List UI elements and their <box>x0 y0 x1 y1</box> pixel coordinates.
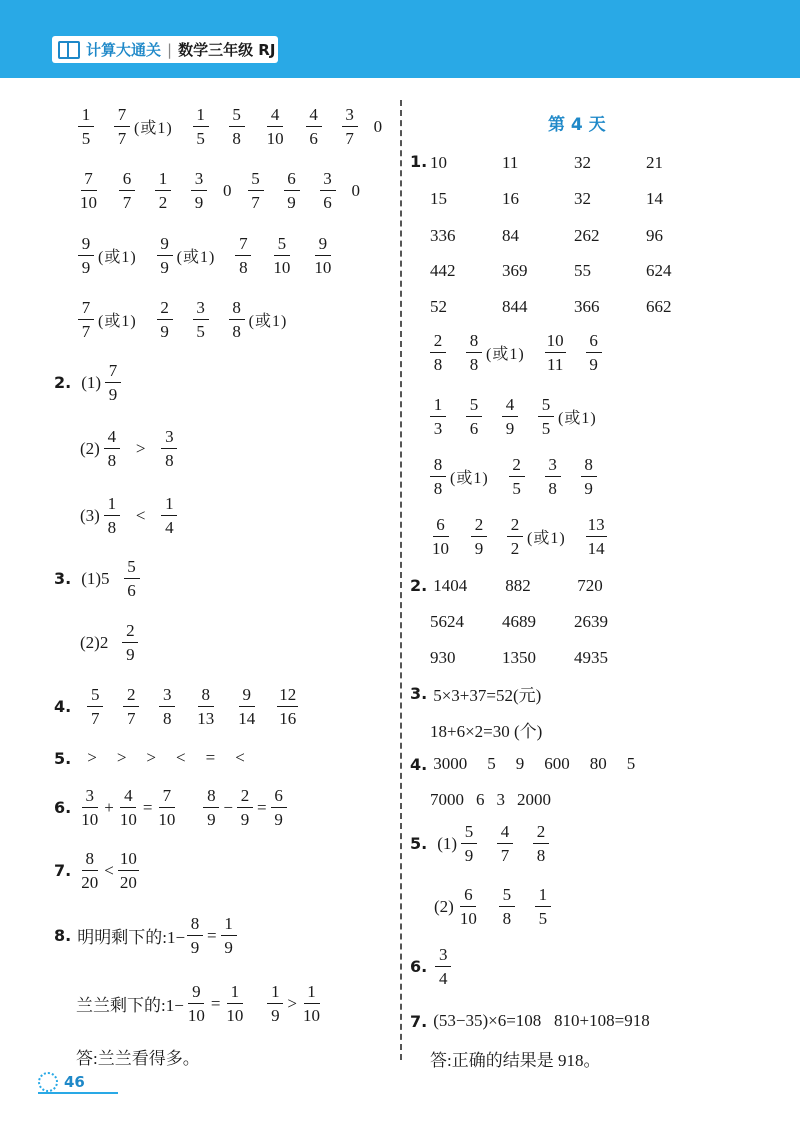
grid-cell: 844 <box>502 297 528 316</box>
fraction: $\frac{13}{14}$ <box>587 515 605 558</box>
alt-note: (或1) <box>98 313 137 330</box>
left-q2-part3 <box>76 495 187 536</box>
grid-cell: 882 <box>505 576 531 595</box>
grid-cell: 1404 <box>433 576 468 595</box>
fraction: $\frac{2}{8}$ <box>430 332 446 373</box>
fraction: $\frac{5}{6}$ <box>124 558 140 599</box>
grid-cell: 662 <box>646 297 672 316</box>
fraction: $\frac{7}{7}$ <box>78 299 94 340</box>
right-q4-line2 <box>430 790 551 810</box>
part-label: (3) <box>80 505 100 525</box>
grid-cell: 14 <box>646 189 663 208</box>
fraction: $\frac{3}{8}$ <box>161 428 177 469</box>
fraction: $\frac{4}{8}$ <box>104 428 120 469</box>
answer-text: 答:兰兰看得多。 <box>76 1049 200 1068</box>
grid-cell: 55 <box>574 261 591 280</box>
part-label: (2) <box>434 896 454 916</box>
left-q6 <box>54 787 289 828</box>
solution-text: 明明剩下的:1− <box>77 928 186 947</box>
grid-cell: 5624 <box>430 612 464 631</box>
compare-symbol: < <box>235 748 245 767</box>
left-row-1 <box>68 106 388 147</box>
right-q2-row <box>410 576 649 596</box>
left-q8-line2 <box>76 983 324 1024</box>
fraction: $\frac{2}{7}$ <box>123 686 139 727</box>
grid-cell: 52 <box>430 297 447 316</box>
right-q4-line1 <box>410 754 635 774</box>
grid-row <box>430 189 718 209</box>
fraction: $\frac{5}{10}$ <box>273 234 291 277</box>
fraction: $\frac{4}{10}$ <box>266 105 284 148</box>
fraction: $\frac{7}{8}$ <box>235 235 251 276</box>
grid-cell: 336 <box>430 226 456 245</box>
solution-text: 18+6×2=30 (个) <box>430 722 543 741</box>
answer-value: 3000 <box>433 754 468 773</box>
grid-cell: 10 <box>430 153 447 172</box>
fraction: $\frac{7}{7}$ <box>114 106 130 147</box>
question-number: 2. <box>410 576 428 595</box>
answer-value: 600 <box>544 754 570 773</box>
fraction: $\frac{1}{4}$ <box>161 495 177 536</box>
compare-symbol: > <box>287 993 297 1013</box>
operator: = <box>142 797 153 817</box>
fraction: $\frac{2}{2}$ <box>507 516 523 557</box>
solution-text: 5×3+37=52(元) <box>433 686 542 705</box>
subject-title: 数学三年级 RJ <box>178 41 276 59</box>
fraction: $\frac{4}{6}$ <box>306 106 322 147</box>
series-title: 计算大通关 <box>86 41 162 59</box>
grid-cell: 262 <box>574 226 600 245</box>
right-q3-line1 <box>410 681 541 706</box>
part-label: (1) <box>81 372 102 392</box>
grid-cell: 930 <box>430 648 456 667</box>
right-q5-part1 <box>410 823 559 864</box>
fraction: $\frac{1}{5}$ <box>78 106 94 147</box>
day-title: 第 4 天 <box>548 115 606 135</box>
fraction: $\frac{2}{9}$ <box>122 622 138 663</box>
fraction: $\frac{8}{8}$ <box>430 456 446 497</box>
part-label: (1)5 <box>81 568 110 588</box>
question-number: 3. <box>54 569 72 588</box>
fraction: $\frac{7}{10}$ <box>158 786 176 829</box>
grid-cell: 32 <box>574 189 591 208</box>
fraction: $\frac{5}{6}$ <box>466 396 482 437</box>
fraction: $\frac{2}{9}$ <box>237 787 253 828</box>
right-frac-row-4 <box>420 516 617 557</box>
grid-cell: 442 <box>430 261 456 280</box>
column-divider <box>400 100 402 1060</box>
fraction: $\frac{5}{7}$ <box>87 686 103 727</box>
compare-symbol: > <box>146 748 156 767</box>
question-number: 5. <box>410 834 428 853</box>
alt-note: (或1) <box>558 410 597 427</box>
solution-text: (53−35)×6=108 810+108=918 <box>433 1011 650 1030</box>
left-q2-part1 <box>54 362 131 403</box>
fraction: $\frac{3}{8}$ <box>159 686 175 727</box>
value: 0 <box>223 180 232 200</box>
header-label <box>52 36 278 63</box>
grid-cell: 1350 <box>502 648 536 667</box>
grid-cell: 21 <box>646 153 663 172</box>
fraction: $\frac{7}{10}$ <box>80 169 97 212</box>
fraction: $\frac{2}{9}$ <box>471 516 487 557</box>
compare-symbol: < <box>135 505 146 525</box>
right-q5-part2 <box>430 886 561 927</box>
fraction: $\frac{2}{9}$ <box>157 299 173 340</box>
operator: = <box>207 925 217 945</box>
fraction: $\frac{4}{10}$ <box>119 786 137 829</box>
fraction: $\frac{9}{10}$ <box>314 234 332 277</box>
fraction: $\frac{1}{2}$ <box>155 170 171 211</box>
compare-symbol: = <box>205 748 216 767</box>
fraction: $\frac{6}{9}$ <box>586 332 602 373</box>
grid-row <box>430 261 718 281</box>
question-number: 1. <box>410 152 428 171</box>
answer-value: 9 <box>515 754 525 773</box>
fraction: $\frac{1}{3}$ <box>430 396 446 437</box>
operator: = <box>210 993 221 1013</box>
fraction: $\frac{6}{10}$ <box>459 885 477 928</box>
page-number <box>38 1072 85 1092</box>
value: 0 <box>351 180 360 200</box>
grid-cell: 4689 <box>502 612 536 631</box>
answer-value: 2000 <box>517 790 551 809</box>
question-number: 6. <box>54 798 72 817</box>
page-number-underline <box>38 1092 118 1094</box>
grid-cell: 369 <box>502 261 528 280</box>
fraction: $\frac{1}{9}$ <box>221 915 237 956</box>
left-q3-part1 <box>54 558 150 599</box>
solution-text: 兰兰剩下的:1− <box>76 996 184 1015</box>
operator: + <box>104 797 114 817</box>
answer-value: 6 <box>476 790 485 809</box>
fraction: $\frac{6}{7}$ <box>119 170 135 211</box>
grid-row <box>430 297 718 317</box>
question-number: 4. <box>54 697 72 716</box>
question-number: 7. <box>54 861 72 880</box>
right-q7-line1 <box>410 1011 650 1031</box>
value: 0 <box>373 116 383 136</box>
fraction: $\frac{3}{4}$ <box>435 946 451 987</box>
fraction: $\frac{1}{5}$ <box>535 886 551 927</box>
left-q2-part2 <box>76 428 187 469</box>
grid-cell: 32 <box>574 153 591 172</box>
alt-note: (或1) <box>450 470 489 487</box>
grid-cell: 624 <box>646 261 672 280</box>
part-label: (2) <box>80 438 100 458</box>
question-number: 3. <box>410 684 428 703</box>
operator: = <box>257 797 267 817</box>
fraction: $\frac{6}{10}$ <box>432 515 449 558</box>
fraction: $\frac{5}{7}$ <box>248 170 264 211</box>
fraction: $\frac{7}{9}$ <box>105 362 121 403</box>
answer-value: 3 <box>496 790 505 809</box>
fraction: $\frac{3}{9}$ <box>191 170 207 211</box>
right-q7-answer <box>430 1046 600 1071</box>
alt-note: (或1) <box>176 249 216 266</box>
fraction: $\frac{6}{9}$ <box>284 170 300 211</box>
left-q8-answer <box>76 1044 200 1069</box>
fraction: $\frac{3}{5}$ <box>193 299 209 340</box>
alt-note: (或1) <box>98 249 137 266</box>
right-frac-row-1 <box>420 332 612 373</box>
left-q3-part2 <box>76 622 148 663</box>
right-q3-line2 <box>430 717 542 742</box>
grid-cell: 15 <box>430 189 447 208</box>
right-frac-row-3 <box>420 456 607 497</box>
fraction: $\frac{5}{8}$ <box>499 886 515 927</box>
fraction: $\frac{4}{9}$ <box>502 396 518 437</box>
right-q2-row <box>430 612 646 632</box>
left-q4 <box>54 686 308 727</box>
alt-note: (或1) <box>527 530 566 547</box>
alt-note: (或1) <box>486 346 525 363</box>
fraction: $\frac{8}{13}$ <box>197 685 215 728</box>
fraction: $\frac{3}{8}$ <box>545 456 561 497</box>
question-number: 6. <box>410 957 428 976</box>
fraction: $\frac{9}{9}$ <box>157 235 173 276</box>
fraction: $\frac{5}{5}$ <box>538 396 554 437</box>
fraction: $\frac{10}{11}$ <box>546 331 564 374</box>
grid-cell: 96 <box>646 226 663 245</box>
fraction: $\frac{9}{9}$ <box>78 235 94 276</box>
alt-note: (或1) <box>248 313 288 330</box>
alt-note: (或1) <box>134 120 173 137</box>
fraction: $\frac{12}{16}$ <box>279 685 297 728</box>
fraction: $\frac{2}{5}$ <box>509 456 525 497</box>
compare-symbol: > <box>87 748 97 767</box>
fraction: $\frac{10}{20}$ <box>119 849 137 892</box>
right-q6 <box>410 946 461 987</box>
sun-icon <box>38 1072 58 1092</box>
grid-cell: 16 <box>502 189 519 208</box>
fraction: $\frac{6}{9}$ <box>271 787 287 828</box>
question-number: 5. <box>54 748 72 768</box>
fraction: $\frac{1}{10}$ <box>303 982 320 1025</box>
fraction: $\frac{4}{7}$ <box>497 823 513 864</box>
grid-cell: 4935 <box>574 648 608 667</box>
question-number: 8. <box>54 926 72 945</box>
fraction: $\frac{8}{8}$ <box>229 299 245 340</box>
fraction: $\frac{3}{7}$ <box>342 106 358 147</box>
fraction: $\frac{5}{9}$ <box>461 823 477 864</box>
answer-value: 7000 <box>430 790 464 809</box>
grid-cell: 720 <box>577 576 603 595</box>
answer-value: 5 <box>487 754 496 773</box>
grid-cell: 84 <box>502 226 519 245</box>
right-frac-row-2 <box>420 396 607 437</box>
left-row-4 <box>68 299 297 340</box>
grid-row <box>430 226 718 246</box>
question-number: 7. <box>410 1011 428 1031</box>
fraction: $\frac{8}{9}$ <box>203 787 219 828</box>
book-icon <box>58 41 80 59</box>
fraction: $\frac{9}{10}$ <box>187 982 205 1025</box>
fraction: $\frac{8}{9}$ <box>581 456 597 497</box>
left-row-2 <box>68 170 366 211</box>
fraction: $\frac{3}{10}$ <box>81 786 99 829</box>
left-q8-line1 <box>54 915 239 956</box>
grid-cell: 2639 <box>574 612 608 631</box>
fraction: $\frac{8}{9}$ <box>187 915 203 956</box>
compare-symbol: < <box>104 860 114 880</box>
grid-cell: 11 <box>502 153 519 172</box>
part-label: (1) <box>437 833 458 853</box>
compare-symbol: > <box>116 748 127 767</box>
fraction: $\frac{1}{9}$ <box>267 983 283 1024</box>
header-separator: | <box>167 40 173 59</box>
grid-cell: 366 <box>574 297 600 316</box>
operator: − <box>223 797 233 817</box>
grid-row <box>430 153 718 173</box>
left-row-3 <box>68 235 343 276</box>
right-q2-row <box>430 648 646 668</box>
fraction: $\frac{1}{5}$ <box>193 106 209 147</box>
question-number: 4. <box>410 754 428 774</box>
answer-value: 5 <box>626 754 636 773</box>
left-q7 <box>54 850 141 891</box>
fraction: $\frac{9}{14}$ <box>238 685 256 728</box>
question-number: 2. <box>54 373 72 392</box>
fraction: $\frac{1}{8}$ <box>104 495 120 536</box>
fraction: $\frac{8}{20}$ <box>81 849 99 892</box>
fraction: $\frac{1}{10}$ <box>226 982 244 1025</box>
answer-text: 答:正确的结果是 918。 <box>430 1051 601 1070</box>
page-number-text: 46 <box>64 1073 85 1091</box>
answer-value: 80 <box>589 754 607 773</box>
fraction: $\frac{2}{8}$ <box>533 823 549 864</box>
left-q5 <box>54 748 255 768</box>
compare-symbol: > <box>135 438 146 458</box>
fraction: $\frac{5}{8}$ <box>229 106 245 147</box>
compare-symbol: < <box>176 748 186 767</box>
part-label: (2)2 <box>80 632 109 652</box>
fraction: $\frac{3}{6}$ <box>320 170 336 211</box>
fraction: $\frac{8}{8}$ <box>466 332 482 373</box>
